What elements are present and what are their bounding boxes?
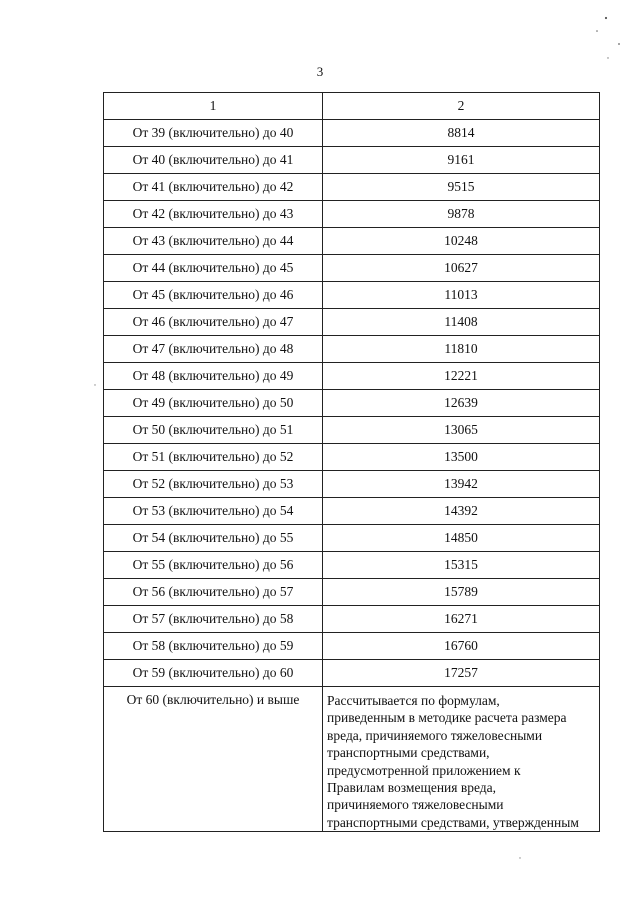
table-row xyxy=(104,174,600,201)
table-body xyxy=(104,120,600,832)
value-cell: 17257 xyxy=(323,660,600,687)
range-cell: От 50 (включительно) до 51 xyxy=(104,417,323,444)
value-cell: 11810 xyxy=(323,336,600,363)
table-row xyxy=(104,363,600,390)
formula-line: причиняемого тяжеловесными xyxy=(327,797,504,813)
value-cell: 11013 xyxy=(323,282,600,309)
range-cell: От 42 (включительно) до 43 xyxy=(104,201,323,228)
range-cell: От 52 (включительно) до 53 xyxy=(104,471,323,498)
range-cell: От 57 (включительно) до 58 xyxy=(104,606,323,633)
formula-cell xyxy=(323,687,600,832)
table-row xyxy=(104,525,600,552)
range-cell: От 46 (включительно) до 47 xyxy=(104,309,323,336)
formula-line: приведенным в методике расчета размера xyxy=(327,710,567,726)
table-row xyxy=(104,201,600,228)
value-cell: 14392 xyxy=(323,498,600,525)
table-row xyxy=(104,309,600,336)
table-row xyxy=(104,552,600,579)
range-cell: От 45 (включительно) до 46 xyxy=(104,282,323,309)
formula-line: Рассчитывается по формулам, xyxy=(327,693,500,708)
value-cell: 15789 xyxy=(323,579,600,606)
range-cell: От 54 (включительно) до 55 xyxy=(104,525,323,552)
table-row xyxy=(104,147,600,174)
table-row xyxy=(104,633,600,660)
formula-line: транспортными средствами, утвержденным xyxy=(327,814,579,830)
formula-line: вреда, причиняемого тяжеловесными xyxy=(327,727,543,743)
value-cell: 12639 xyxy=(323,390,600,417)
formula-line: предусмотренной приложением к xyxy=(327,762,521,778)
value-cell: 10248 xyxy=(323,228,600,255)
table-row-last xyxy=(104,687,600,832)
table-row xyxy=(104,336,600,363)
range-cell: От 59 (включительно) до 60 xyxy=(104,660,323,687)
range-cell: От 48 (включительно) до 49 xyxy=(104,363,323,390)
value-cell: 16271 xyxy=(323,606,600,633)
value-cell: 8814 xyxy=(323,120,600,147)
range-cell: От 55 (включительно) до 56 xyxy=(104,552,323,579)
table-row xyxy=(104,660,600,687)
table-row xyxy=(104,282,600,309)
value-cell: 9161 xyxy=(323,147,600,174)
table-row xyxy=(104,498,600,525)
range-cell: От 58 (включительно) до 59 xyxy=(104,633,323,660)
table-row xyxy=(104,444,600,471)
range-cell: От 56 (включительно) до 57 xyxy=(104,579,323,606)
value-cell: 12221 xyxy=(323,363,600,390)
value-cell: 16760 xyxy=(323,633,600,660)
range-cell: От 43 (включительно) до 44 xyxy=(104,228,323,255)
column-header-1: 1 xyxy=(104,93,323,120)
range-cell: От 44 (включительно) до 45 xyxy=(104,255,323,282)
data-table xyxy=(103,92,600,832)
table-row xyxy=(104,390,600,417)
range-cell: От 60 (включительно) и выше xyxy=(104,687,323,832)
range-cell: От 47 (включительно) до 48 xyxy=(104,336,323,363)
column-header-2: 2 xyxy=(323,93,600,120)
value-cell: 9878 xyxy=(323,201,600,228)
value-cell: 15315 xyxy=(323,552,600,579)
page-number: 3 xyxy=(316,64,324,79)
value-cell: 13065 xyxy=(323,417,600,444)
formula-line: Правилам возмещения вреда, xyxy=(327,780,497,796)
value-cell: 14850 xyxy=(323,525,600,552)
table-row xyxy=(104,579,600,606)
range-cell: От 53 (включительно) до 54 xyxy=(104,498,323,525)
table-row xyxy=(104,606,600,633)
range-cell: От 51 (включительно) до 52 xyxy=(104,444,323,471)
table-row xyxy=(104,471,600,498)
table-header-row xyxy=(104,93,600,120)
value-cell: 13500 xyxy=(323,444,600,471)
table-row xyxy=(104,417,600,444)
table-row xyxy=(104,120,600,147)
range-cell: От 49 (включительно) до 50 xyxy=(104,390,323,417)
value-cell: 11408 xyxy=(323,309,600,336)
value-cell: 13942 xyxy=(323,471,600,498)
range-cell: От 41 (включительно) до 42 xyxy=(104,174,323,201)
value-cell: 10627 xyxy=(323,255,600,282)
value-cell: 9515 xyxy=(323,174,600,201)
table-row xyxy=(104,255,600,282)
range-cell: От 40 (включительно) до 41 xyxy=(104,147,323,174)
formula-line: транспортными средствами, xyxy=(327,745,490,761)
table-row xyxy=(104,228,600,255)
range-cell: От 39 (включительно) до 40 xyxy=(104,120,323,147)
